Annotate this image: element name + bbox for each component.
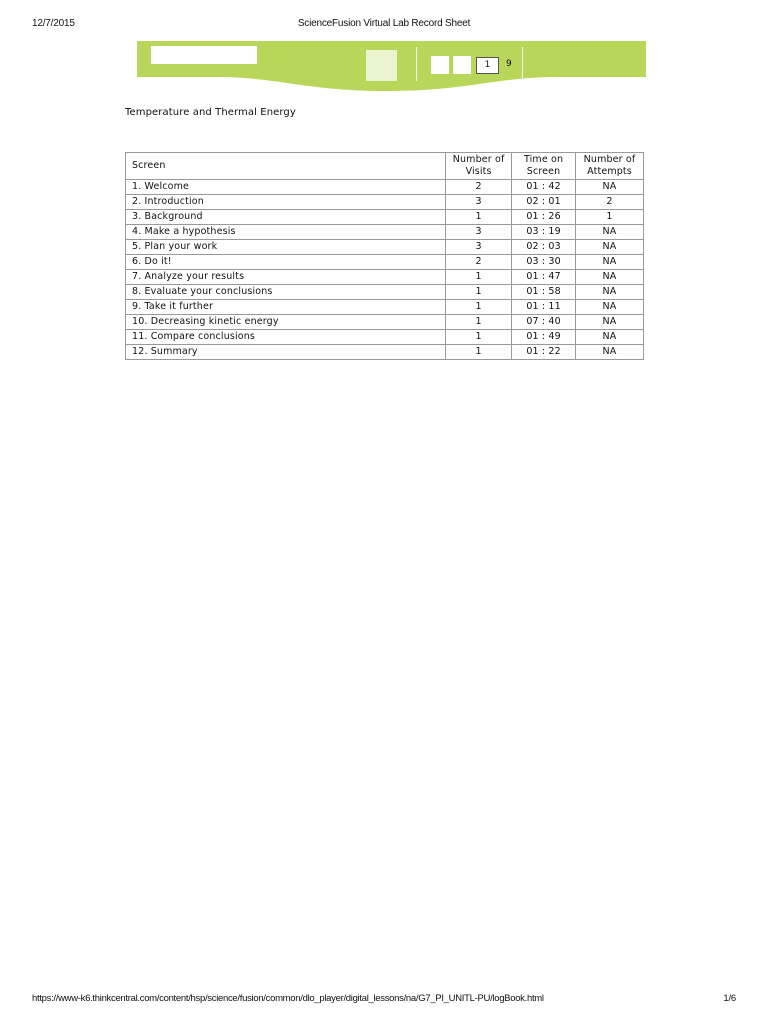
cell-visits: 1 (446, 285, 512, 300)
cell-time: 01 : 58 (512, 285, 576, 300)
header-text: Number of (583, 154, 636, 165)
cell-visits: 1 (446, 210, 512, 225)
cell-time: 01 : 11 (512, 300, 576, 315)
cell-time: 01 : 42 (512, 180, 576, 195)
table-row (126, 330, 644, 345)
table-row (126, 315, 644, 330)
toolbar-title-field (151, 46, 257, 64)
cell-attempts: NA (576, 255, 644, 270)
cell-attempts: 2 (576, 195, 644, 210)
cell-screen: 11. Compare conclusions (126, 330, 446, 345)
toolbar-next-button[interactable] (453, 56, 471, 74)
cell-visits: 3 (446, 225, 512, 240)
table-row (126, 270, 644, 285)
table-header-row (126, 153, 644, 180)
cell-screen: 2. Introduction (126, 195, 446, 210)
cell-attempts: NA (576, 270, 644, 285)
cell-attempts: NA (576, 330, 644, 345)
cell-time: 02 : 03 (512, 240, 576, 255)
table-row (126, 195, 644, 210)
header-text: Time on (523, 154, 564, 165)
print-page-title: ScienceFusion Virtual Lab Record Sheet (297, 18, 471, 29)
column-header-visits (446, 153, 512, 180)
header-text: Visits (465, 166, 492, 177)
lab-toolbar (137, 41, 646, 91)
column-header-attempts (576, 153, 644, 180)
cell-attempts: NA (576, 180, 644, 195)
cell-attempts: 1 (576, 210, 644, 225)
table-row (126, 210, 644, 225)
print-date: 12/7/2015 (32, 18, 75, 29)
cell-visits: 2 (446, 180, 512, 195)
header-text: Screen (526, 166, 561, 177)
cell-attempts: NA (576, 225, 644, 240)
table-row (126, 285, 644, 300)
cell-screen: 6. Do it! (126, 255, 446, 270)
print-page-number: 1/6 (723, 993, 736, 1004)
cell-time: 01 : 22 (512, 345, 576, 360)
cell-screen: 9. Take it further (126, 300, 446, 315)
table-row (126, 300, 644, 315)
cell-screen: 3. Background (126, 210, 446, 225)
table-row (126, 180, 644, 195)
page-number-input[interactable]: 1 (476, 57, 499, 74)
lesson-title: Temperature and Thermal Energy (125, 107, 296, 118)
cell-screen: 5. Plan your work (126, 240, 446, 255)
header-text: Attempts (587, 166, 632, 177)
cell-screen: 7. Analyze your results (126, 270, 446, 285)
cell-visits: 2 (446, 255, 512, 270)
cell-time: 03 : 30 (512, 255, 576, 270)
cell-attempts: NA (576, 240, 644, 255)
cell-time: 02 : 01 (512, 195, 576, 210)
table-row (126, 255, 644, 270)
cell-visits: 1 (446, 315, 512, 330)
cell-screen: 1. Welcome (126, 180, 446, 195)
cell-screen: 8. Evaluate your conclusions (126, 285, 446, 300)
cell-visits: 1 (446, 300, 512, 315)
column-header-screen: Screen (126, 153, 446, 180)
table-row (126, 240, 644, 255)
cell-attempts: NA (576, 285, 644, 300)
cell-attempts: NA (576, 315, 644, 330)
cell-attempts: NA (576, 345, 644, 360)
cell-screen: 4. Make a hypothesis (126, 225, 446, 240)
cell-visits: 1 (446, 330, 512, 345)
cell-visits: 1 (446, 270, 512, 285)
cell-screen: 12. Summary (126, 345, 446, 360)
cell-time: 01 : 47 (512, 270, 576, 285)
toolbar-divider (522, 47, 523, 81)
visit-log-table (125, 152, 644, 360)
print-url: https://www-k6.thinkcentral.com/content/hsp/science/fusion/common/dlo_player/digital_lessons/na/G7_PI_UNITL-PU/logBook.html (32, 993, 544, 1004)
toolbar-tool-button[interactable] (366, 50, 397, 81)
cell-time: 01 : 26 (512, 210, 576, 225)
cell-attempts: NA (576, 300, 644, 315)
table-row (126, 345, 644, 360)
cell-visits: 1 (446, 345, 512, 360)
table-row (126, 225, 644, 240)
toolbar-divider (416, 47, 417, 81)
cell-screen: 10. Decreasing kinetic energy (126, 315, 446, 330)
cell-visits: 3 (446, 240, 512, 255)
column-header-time (512, 153, 576, 180)
cell-time: 07 : 40 (512, 315, 576, 330)
header-text: Number of (452, 154, 505, 165)
cell-time: 01 : 49 (512, 330, 576, 345)
cell-visits: 3 (446, 195, 512, 210)
page-total: 9 (506, 59, 512, 69)
toolbar-prev-button[interactable] (431, 56, 449, 74)
cell-time: 03 : 19 (512, 225, 576, 240)
